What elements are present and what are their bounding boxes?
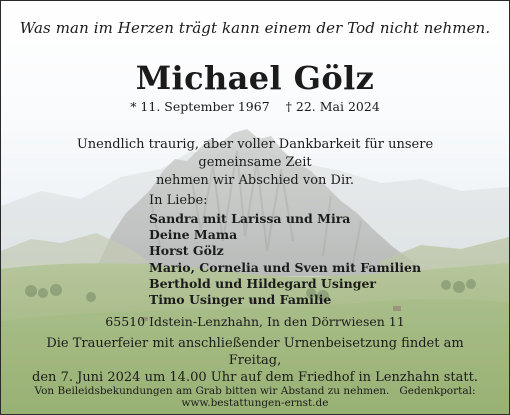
memorial-portal-link[interactable]: Gedenkportal: www.bestattungen-ernst.de: [181, 385, 476, 409]
mourner-item: Horst Gölz: [149, 243, 224, 259]
family-address: 65510 Idstein-Lenzhahn, In den Dörrwiesen 11: [105, 314, 405, 329]
mourners-list: [149, 211, 421, 308]
mourner-item: Deine Mama: [149, 227, 238, 243]
farewell-text: [41, 136, 469, 190]
mourner-item: Mario, Cornelia und Sven mit Familien: [149, 259, 422, 275]
mourner-item: Timo Usinger und Familie: [149, 292, 332, 308]
birth-date: * 11. September 1967: [130, 99, 270, 114]
funeral-details: [21, 335, 489, 386]
footer-note: [1, 385, 509, 409]
death-date: † 22. Mai 2024: [285, 99, 380, 114]
life-dates: [1, 99, 509, 114]
funeral-line: Die Trauerfeier mit anschließender Urnenbeisetzung findet am Freitag,: [46, 336, 464, 368]
funeral-line: den 7. Juni 2024 um 14.00 Uhr auf dem Friedhof in Lenzhahn statt.: [32, 370, 478, 385]
farewell-line: Unendlich traurig, aber voller Dankbarkeit für unsere gemeinsame Zeit: [76, 137, 434, 170]
condolence-note: Von Beileidsbekundungen am Grab bitten wir Abstand zu nehmen.: [34, 385, 390, 397]
memorial-quote: Was man im Herzen trägt kann einem der Tod nicht nehmen.: [19, 19, 491, 37]
mourner-item: Berthold und Hildegard Usinger: [149, 275, 376, 291]
mourner-item: Sandra mit Larissa und Mira: [149, 211, 351, 226]
deceased-name: Michael Gölz: [135, 59, 375, 97]
farewell-line: nehmen wir Abschied von Dir.: [155, 173, 355, 188]
in-love-label: In Liebe:: [149, 193, 208, 208]
